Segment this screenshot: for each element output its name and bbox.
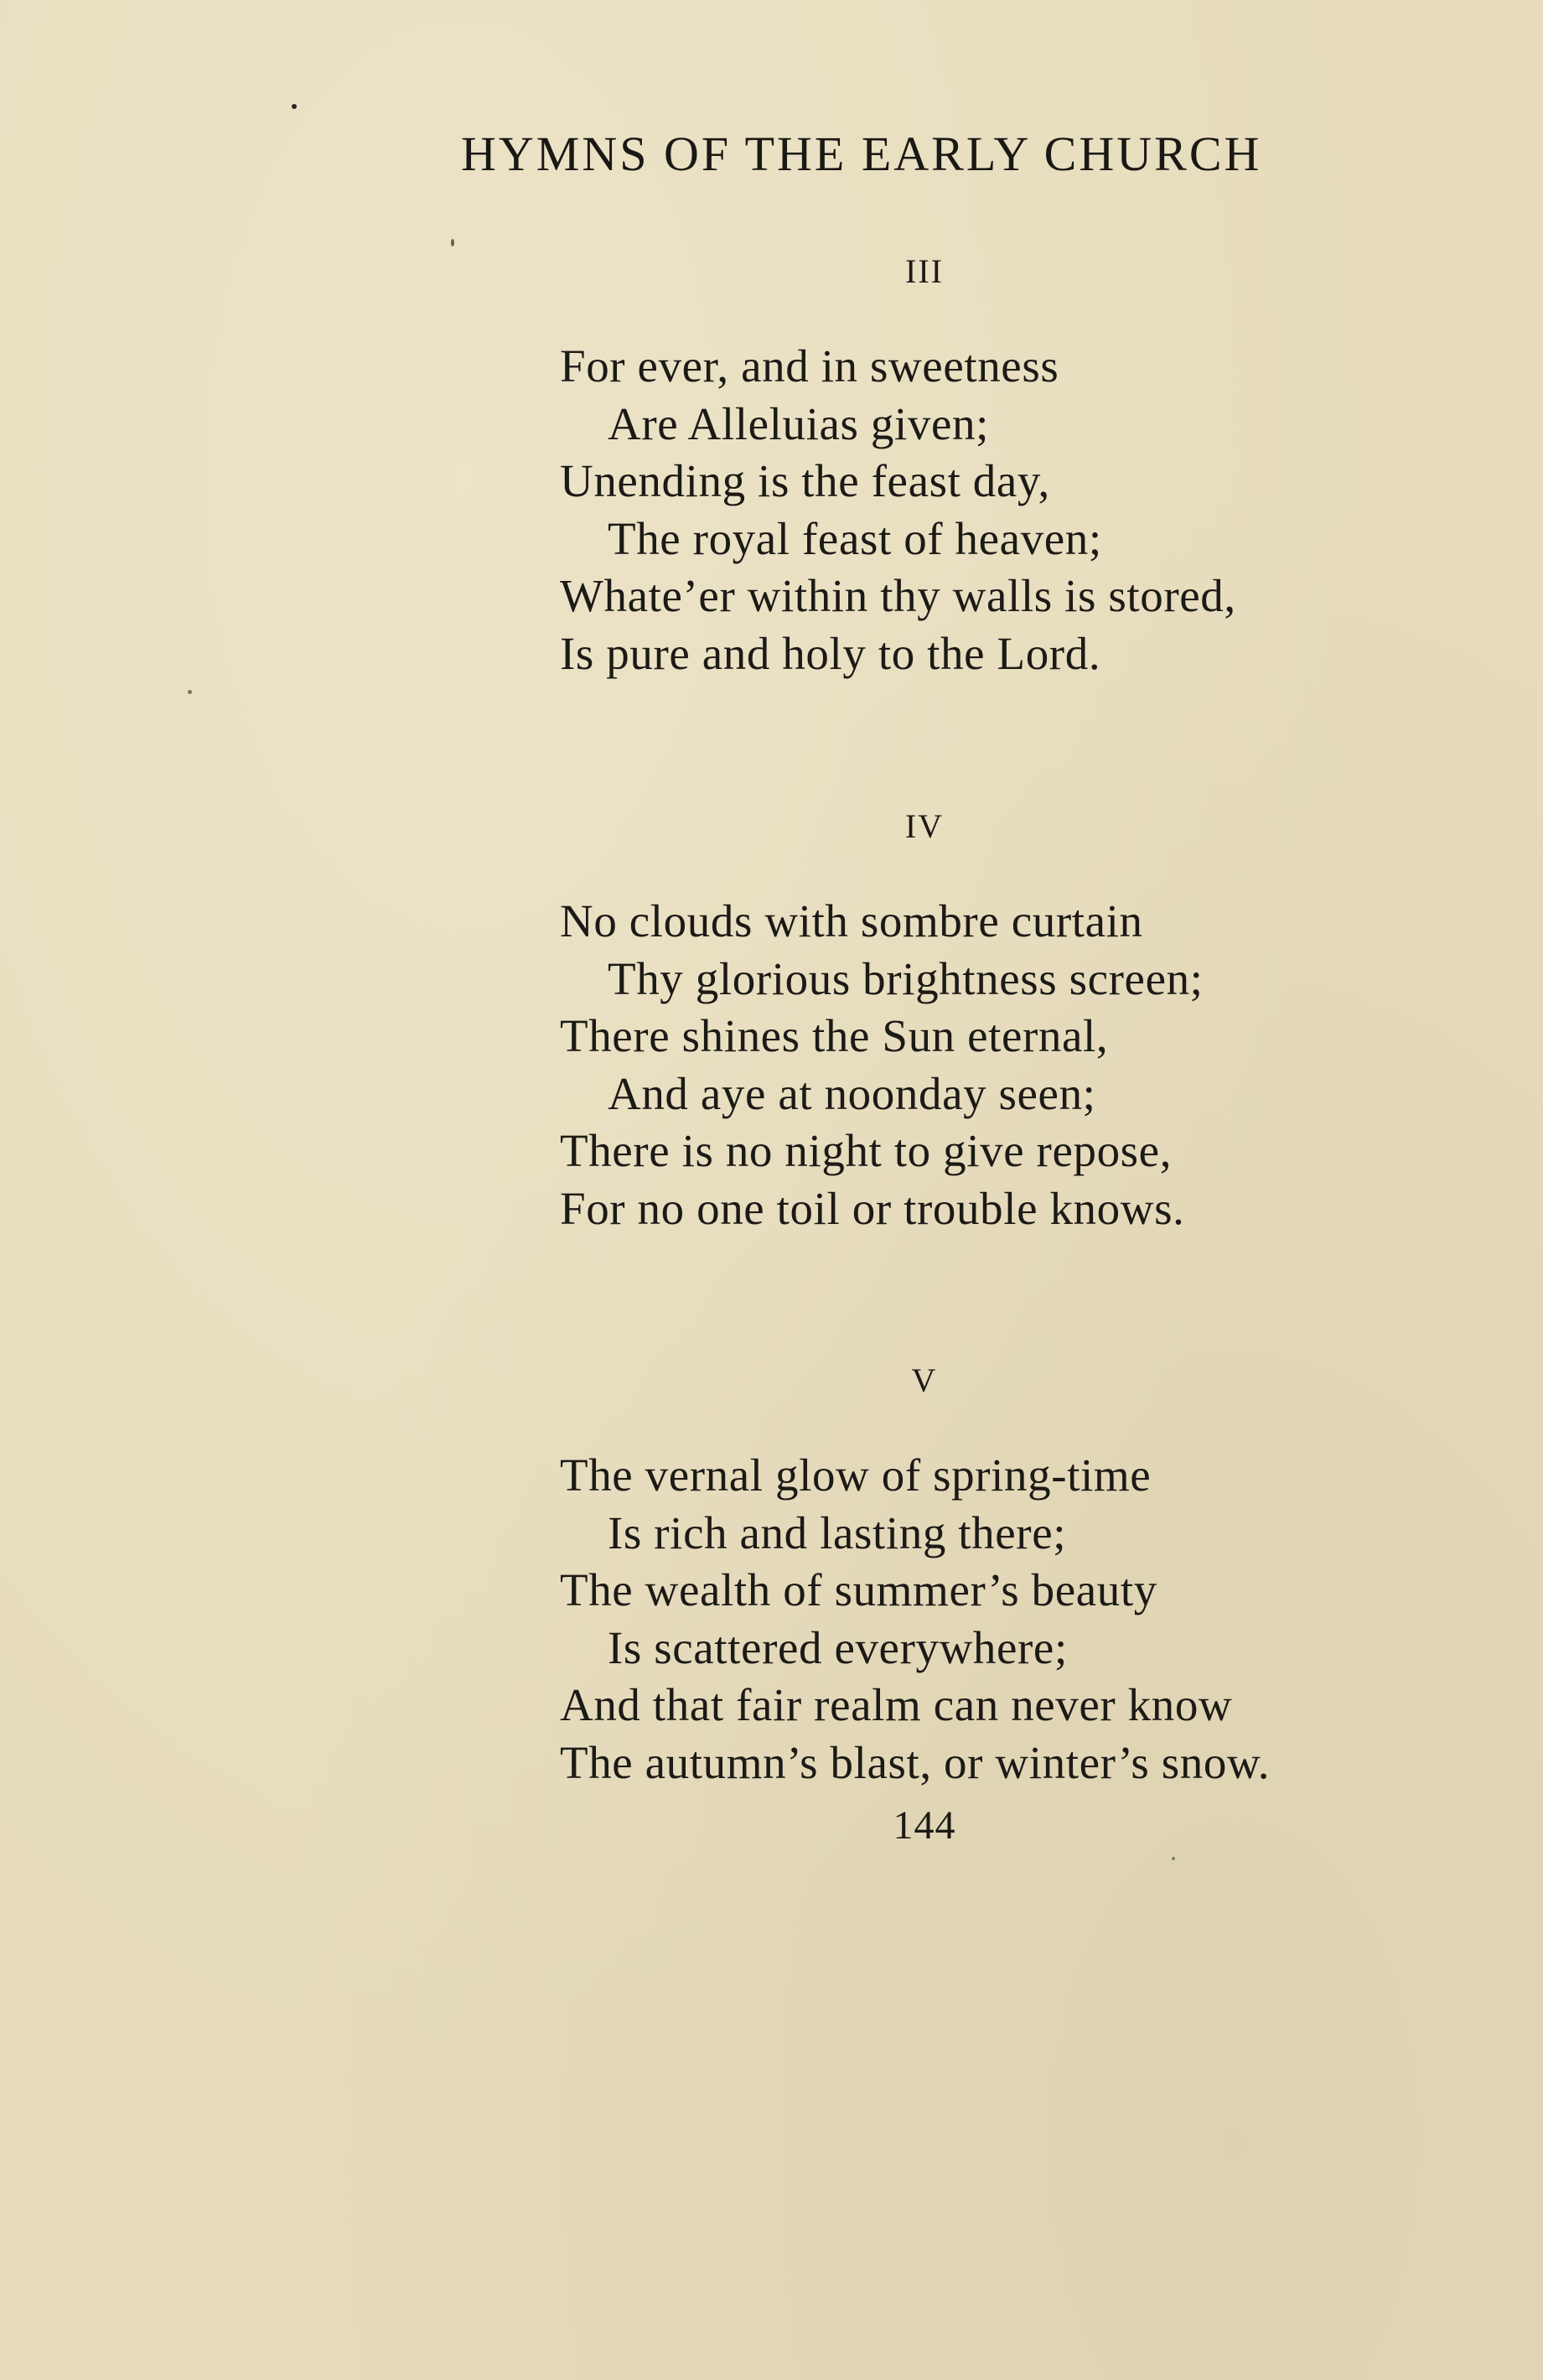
- verse-line: The autumn’s blast, or winter’s snow.: [560, 1736, 1271, 1788]
- running-head: HYMNS OF THE EARLY CHURCH: [461, 127, 1262, 181]
- stanza: [560, 338, 1236, 682]
- verse-line: Thy glorious brightness screen;: [608, 952, 1204, 1004]
- section-numeral: III: [905, 252, 944, 290]
- verse-line: Is pure and holy to the Lord.: [560, 627, 1101, 679]
- page-number: 144: [893, 1803, 956, 1848]
- stanza: [560, 1447, 1270, 1791]
- verse-line: Is rich and lasting there;: [608, 1506, 1067, 1558]
- verse-line: There shines the Sun eternal,: [560, 1010, 1109, 1061]
- verse-line: Are Alleluias given;: [608, 397, 989, 449]
- paper-speck: [292, 104, 297, 109]
- verse-line: Is scattered everywhere;: [608, 1621, 1068, 1673]
- verse-line: And aye at noonday seen;: [608, 1067, 1096, 1119]
- verse-line: The royal feast of heaven;: [608, 512, 1102, 564]
- verse-line: And that fair realm can never know: [560, 1679, 1233, 1730]
- stanza: [560, 893, 1204, 1237]
- verse-line: Unending is the feast day,: [560, 455, 1050, 506]
- verse-line: The wealth of summer’s beauty: [560, 1564, 1157, 1615]
- verse-line: For ever, and in sweetness: [560, 340, 1059, 391]
- verse-line: No clouds with sombre curtain: [560, 895, 1143, 946]
- paper-speck: [188, 690, 192, 694]
- paper-speck: [451, 239, 454, 246]
- section-numeral: IV: [904, 807, 945, 845]
- verse-line: The vernal glow of spring-time: [560, 1449, 1152, 1501]
- verse-line: For no one toil or trouble knows.: [560, 1182, 1185, 1234]
- verse-line: Whate’er within thy walls is stored,: [560, 570, 1236, 621]
- verse-line: There is no night to give repose,: [560, 1125, 1173, 1176]
- section-numeral: V: [911, 1361, 938, 1399]
- paper-speck: [1172, 1857, 1175, 1860]
